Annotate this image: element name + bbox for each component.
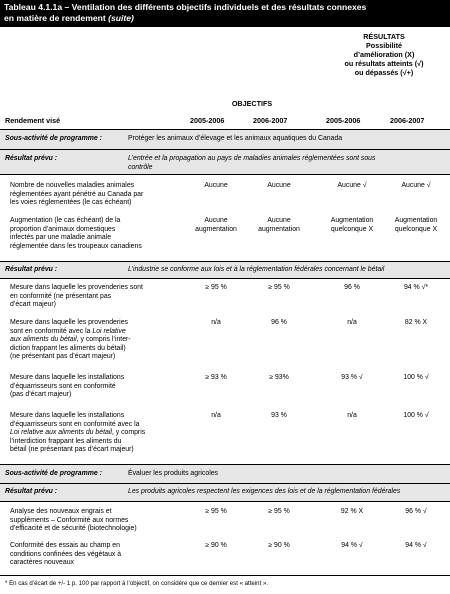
cell-value: Aucune √ <box>337 182 367 189</box>
cell-line: Augmentation <box>330 217 374 224</box>
resultat-prevu-text: L’industrie se conforme aux lois et à la réglementation fédérales concernant le bétail <box>128 266 385 273</box>
table-row <box>0 371 450 409</box>
row-description <box>10 182 178 208</box>
cell-value <box>247 217 311 234</box>
sous-activite-label: Sous-activité de programme : <box>5 135 102 142</box>
desc-line <box>10 429 178 438</box>
resultat-prevu-label: Résultat prévu : <box>5 155 58 162</box>
table-row <box>0 215 450 261</box>
desc-line: (ne présentant pas d’écart majeur) <box>10 353 116 361</box>
cell-value: n/a <box>347 412 357 419</box>
caption-line-1: Tableau 4.1.1a – Ventilation des différents objectifs individuels et des résultats connexes <box>4 2 367 12</box>
cell-value: 100 % √ <box>403 374 429 381</box>
cell-value: 93 % <box>271 412 287 419</box>
cell-value: n/a <box>211 412 221 419</box>
row-description <box>10 542 178 568</box>
resultat-prevu-band-1 <box>0 150 450 175</box>
resultats-header <box>320 32 448 77</box>
cell-value: 96 % √ <box>405 508 427 515</box>
cell-line: Augmentation <box>394 217 438 224</box>
law-title: Loi relative <box>92 327 126 335</box>
desc-line: d’écart majeur) <box>10 301 56 309</box>
resultats-title: RÉSULTATS <box>363 32 405 41</box>
desc-line: d’équarrisseurs sont en conformité avec la <box>10 420 140 428</box>
cell-value: ≥ 93 % <box>205 374 227 381</box>
column-header <box>0 27 450 111</box>
sous-activite-label: Sous-activité de programme : <box>5 470 102 477</box>
cell-value <box>384 217 448 234</box>
row-description <box>10 284 178 310</box>
desc-line <box>10 328 178 337</box>
footnote: * En cas d’écart de +/- 1 p. 100 par rapport à l’objectif, on considère que ce dernier est « atteint ». <box>5 580 269 587</box>
desc-line: Augmentation (le cas échéant) de la <box>10 217 121 224</box>
sous-activite-band-1 <box>0 130 450 150</box>
desc-line: Conformité des essais au champ en <box>10 542 120 549</box>
cell-value: Aucune <box>204 182 228 189</box>
resultat-prevu-label: Résultat prévu : <box>5 488 58 495</box>
cell-value: ≥ 95 % <box>268 284 290 291</box>
cell-value: 96 % <box>271 319 287 326</box>
desc-text: , y compris <box>111 429 146 437</box>
resultat-prevu-label: Résultat prévu : <box>5 266 58 273</box>
desc-line: Mesure dans laquelle les provenderies sont <box>10 284 143 291</box>
row-description <box>10 412 178 455</box>
resultat-prevu-band-2 <box>0 261 450 279</box>
cell-value <box>184 217 248 234</box>
caption-line-2 <box>4 13 446 24</box>
table-row <box>0 409 450 464</box>
desc-line: conditions confinées des végétaux à <box>10 550 122 558</box>
cell-value: 94 % √ <box>405 542 427 549</box>
year-header-row <box>0 111 450 130</box>
year-2006-resultat: 2006-2007 <box>390 116 425 125</box>
cell-line: quelconque X <box>394 225 438 233</box>
table-row <box>0 279 450 317</box>
year-2006-objectif: 2006-2007 <box>253 116 288 125</box>
desc-line: suppléments – Conformité aux normes <box>10 516 129 524</box>
cell-value: ≥ 95 % <box>268 508 290 515</box>
resultat-prevu-text-line: contrôle <box>128 163 153 171</box>
cell-value: 92 % X <box>340 508 364 515</box>
resultats-subtitle: Possibilité <box>366 41 402 50</box>
table-row <box>0 502 450 540</box>
cell-line: quelconque X <box>330 225 374 233</box>
sous-activite-text: Protéger les animaux d’élevage et les animaux aquatiques du Canada <box>128 135 343 142</box>
desc-line: Analyse des nouveaux engrais et <box>10 508 112 515</box>
cell-value: ≥ 95 % <box>205 284 227 291</box>
desc-line: proportion d’animaux domestiques <box>10 225 116 233</box>
cell-value: 94 % √* <box>403 284 429 291</box>
resultat-prevu-band-3 <box>0 484 450 502</box>
law-title: aux aliments du bétail <box>10 336 77 344</box>
cell-value: 100 % √ <box>403 412 429 419</box>
cell-value: ≥ 90 % <box>268 542 290 549</box>
table-row <box>0 540 450 576</box>
cell-value: Aucune <box>267 182 291 189</box>
cell-value: ≥ 95 % <box>205 508 227 515</box>
desc-line: infectés par une maladie animale <box>10 234 112 242</box>
sous-activite-text: Évaluer les produits agricoles <box>128 470 219 477</box>
desc-line: Mesure dans laquelle les installations <box>10 374 125 381</box>
desc-line: réglementée dans les troupeaux canadiens <box>10 242 142 250</box>
desc-line: (pas d’écart majeur) <box>10 391 72 399</box>
desc-line: Mesure dans laquelle les provenderies <box>10 319 128 326</box>
cell-line: augmentation <box>258 225 300 233</box>
desc-line: réglementées ayant pénétré au Canada par <box>10 190 144 198</box>
resultat-prevu-text <box>128 155 442 172</box>
desc-line: l’interdiction frappant les aliments du <box>10 437 122 445</box>
resultats-line-5: ou dépassés (√+) <box>354 68 414 77</box>
desc-line: bétail (ne présentant pas d’écart majeur) <box>10 446 134 454</box>
desc-line: les voies réglementées (le cas échéant) <box>10 199 132 207</box>
resultat-prevu-text: Les produits agricoles respectent les exigences des lois et de la réglementation fédérales <box>128 488 401 495</box>
cell-value: 93 % √ <box>341 374 363 381</box>
cell-value: 96 % <box>344 284 360 291</box>
cell-value: 94 % √ <box>341 542 363 549</box>
cell-value: Aucune √ <box>401 182 431 189</box>
desc-text: , y compris l’inter- <box>76 336 131 344</box>
resultat-prevu-text-line: L’entrée et la propagation au pays de maladies animales réglementées sont sous <box>128 155 376 162</box>
desc-text: sont en conformité avec la <box>10 327 93 335</box>
table-row <box>0 175 450 215</box>
caption-line-2-text: en matière de rendement <box>4 13 109 23</box>
desc-line: caractères nouveaux <box>10 559 74 567</box>
caption-suite: (suite) <box>108 13 134 23</box>
table-caption <box>0 0 450 27</box>
cell-value: ≥ 90 % <box>205 542 227 549</box>
resultats-line-4: ou résultats atteints (√) <box>344 59 424 68</box>
cell-value: n/a <box>211 319 221 326</box>
cell-value: ≥ 93% <box>269 374 289 381</box>
row-description <box>10 508 178 534</box>
rendement-vise-header: Rendement visé <box>5 116 61 125</box>
table-row <box>0 317 450 371</box>
desc-line: Mesure dans laquelle les installations <box>10 412 125 419</box>
year-2005-objectif: 2005-2006 <box>190 116 225 125</box>
year-2005-resultat: 2005-2006 <box>326 116 361 125</box>
cell-value: n/a <box>347 319 357 326</box>
row-description <box>10 374 178 400</box>
cell-line: augmentation <box>195 225 237 233</box>
resultats-line-3: d’amélioration (X) <box>353 50 415 59</box>
desc-line: Nombre de nouvelles maladies animales <box>10 182 135 189</box>
desc-line: diction frappant les aliments du bétail) <box>10 344 126 352</box>
cell-value <box>320 217 384 234</box>
desc-line <box>10 336 178 345</box>
desc-line: d’équarrisseurs sont en conformité <box>10 382 116 390</box>
row-description <box>10 217 178 251</box>
sous-activite-band-2 <box>0 464 450 484</box>
cell-value: 82 % X <box>404 319 428 326</box>
row-description <box>10 319 178 362</box>
desc-line: en conformité (ne présentant pas <box>10 292 112 300</box>
desc-line: d’efficacité et de sécurité (biotechnologie) <box>10 525 137 533</box>
objectifs-header: OBJECTIFS <box>231 99 273 108</box>
cell-line: Aucune <box>204 217 228 224</box>
cell-line: Aucune <box>267 217 291 224</box>
law-title: Loi relative aux aliments du bétail <box>10 429 112 437</box>
